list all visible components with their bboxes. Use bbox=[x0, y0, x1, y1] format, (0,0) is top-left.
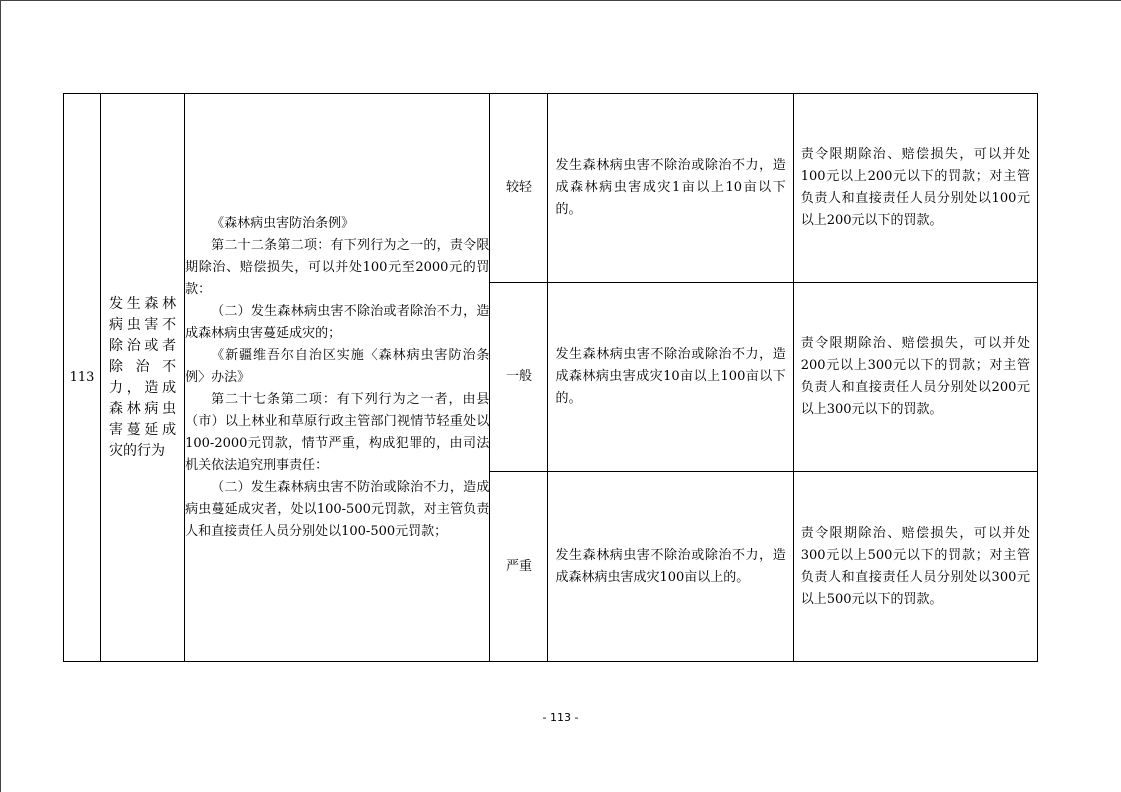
penalty-standard-minor: 责令限期除治、赔偿损失，可以并处100元以上200元以下的罚款；对主管负责人和直接责任人员分别处以100元以上200元以下的罚款。 bbox=[800, 147, 1030, 228]
severity-level-serious: 严重 bbox=[505, 558, 532, 574]
circumstance-cell bbox=[548, 472, 793, 662]
severity-level-cell bbox=[490, 283, 548, 472]
item-number: 113 bbox=[69, 369, 95, 385]
penalty-standard-general: 责令限期除治、赔偿损失，可以并处200元以上300元以下的罚款；对主管负责人和直接责任人员分别处以200元以上300元以下的罚款。 bbox=[800, 336, 1030, 417]
legal-basis-cell bbox=[185, 94, 490, 662]
penalty-standard-table bbox=[63, 93, 1038, 662]
legal-basis-paragraph: 第二十二条第二项：有下列行为之一的，责令限期除治、赔偿损失，可以并处100元至2000元的罚款： bbox=[185, 237, 490, 297]
legal-basis-paragraph: （二）发生森林病虫害不除治或者除治不力，造成森林病虫害蔓延成灾的； bbox=[185, 303, 490, 341]
penalty-standard-cell bbox=[793, 283, 1037, 472]
severity-level-general: 一般 bbox=[505, 369, 532, 384]
severity-level-cell bbox=[490, 472, 548, 662]
page-edge-left bbox=[0, 0, 1, 792]
penalty-standard-serious: 责令限期除治、赔偿损失，可以并处300元以上500元以下的罚款；对主管负责人和直接责任人员分别处以300元以上500元以下的罚款。 bbox=[800, 525, 1030, 607]
table-row bbox=[64, 94, 1038, 283]
page-number: - 113 - bbox=[542, 711, 579, 724]
circumstance-minor: 发生森林病虫害不除治或除治不力，造成森林病虫害成灾1亩以上10亩以下的。 bbox=[555, 158, 786, 217]
page-edge-top bbox=[0, 0, 1121, 1]
violation-act-cell bbox=[101, 94, 185, 662]
legal-basis-paragraph: （二）发生森林病虫害不防治或除治不力，造成病虫蔓延成灾者，处以100-500元罚款，对主管负责人和直接责任人员分别处以100-500元罚款； bbox=[185, 479, 490, 539]
severity-level-minor: 较轻 bbox=[505, 180, 532, 195]
circumstance-cell bbox=[548, 94, 793, 283]
legal-basis-paragraph: 第二十七条第二项：有下列行为之一者，由县（市）以上林业和草原行政主管部门视情节轻重处以100-2000元罚款，情节严重，构成犯罪的，由司法机关依法追究刑事责任： bbox=[185, 391, 490, 473]
circumstance-cell bbox=[548, 283, 793, 472]
circumstance-general: 发生森林病虫害不除治或除治不力，造成森林病虫害成灾10亩以上100亩以下的。 bbox=[555, 347, 786, 406]
legal-basis-paragraph: 《新疆维吾尔自治区实施〈森林病虫害防治条例〉办法》 bbox=[185, 347, 490, 385]
legal-basis-paragraph: 《森林病虫害防治条例》 bbox=[211, 215, 355, 231]
violation-act: 发生森林病虫害不除治或者除治不力，造成森林病虫害蔓延成灾的行为 bbox=[109, 295, 177, 459]
severity-level-cell bbox=[490, 94, 548, 283]
circumstance-serious: 发生森林病虫害不除治或除治不力，造成森林病虫害成灾100亩以上的。 bbox=[555, 547, 786, 585]
item-number-cell bbox=[64, 94, 101, 662]
penalty-standard-cell bbox=[793, 94, 1037, 283]
penalty-standard-cell bbox=[793, 472, 1037, 662]
